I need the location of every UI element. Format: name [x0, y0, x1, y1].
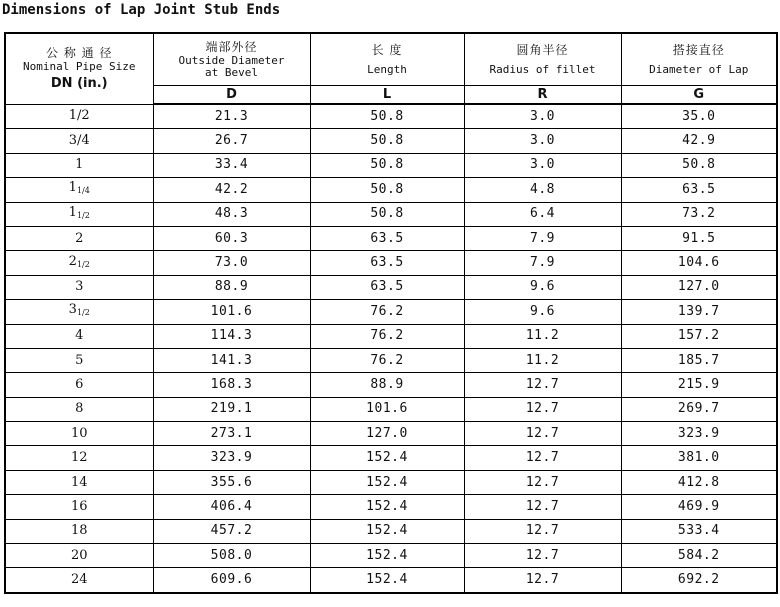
cell-r: 12.7 [464, 373, 621, 397]
cell-g: 63.5 [621, 178, 777, 202]
cell-l: 50.8 [310, 129, 464, 153]
cell-dn: 14 [5, 470, 153, 494]
header-d-en2: at Bevel [205, 66, 258, 79]
header-g-en: Diameter of Lap [649, 63, 749, 76]
table-row [5, 104, 777, 129]
cell-r: 3.0 [464, 104, 621, 129]
header-d [153, 33, 310, 86]
header-r-symbol: R [464, 86, 621, 105]
cell-l: 63.5 [310, 226, 464, 250]
cell-l: 76.2 [310, 324, 464, 348]
cell-r: 11.2 [464, 348, 621, 372]
cell-d: 48.3 [153, 202, 310, 226]
cell-d: 114.3 [153, 324, 310, 348]
cell-g: 91.5 [621, 226, 777, 250]
cell-d: 42.2 [153, 178, 310, 202]
cell-g: 127.0 [621, 275, 777, 299]
cell-dn: 2 [5, 226, 153, 250]
table-row [5, 153, 777, 177]
header-g [621, 33, 777, 86]
cell-d: 609.6 [153, 568, 310, 593]
cell-dn: 16 [5, 495, 153, 519]
cell-r: 3.0 [464, 129, 621, 153]
header-d-cn: 端部外径 [205, 40, 258, 54]
cell-l: 50.8 [310, 202, 464, 226]
cell-r: 11.2 [464, 324, 621, 348]
cell-l: 63.5 [310, 251, 464, 275]
cell-dn: 8 [5, 397, 153, 421]
cell-d: 508.0 [153, 544, 310, 568]
page-title: Dimensions of Lap Joint Stub Ends [2, 2, 281, 18]
header-g-cn: 搭接直径 [672, 43, 725, 57]
cell-l: 152.4 [310, 495, 464, 519]
table-row [5, 275, 777, 299]
cell-dn [5, 202, 153, 226]
table-row [5, 495, 777, 519]
cell-r: 12.7 [464, 495, 621, 519]
table-row [5, 324, 777, 348]
cell-d: 406.4 [153, 495, 310, 519]
cell-g: 269.7 [621, 397, 777, 421]
cell-g: 323.9 [621, 422, 777, 446]
table-row [5, 470, 777, 494]
cell-l: 50.8 [310, 104, 464, 129]
table-row [5, 568, 777, 593]
cell-l: 152.4 [310, 446, 464, 470]
dn-fraction: 1/4 [76, 186, 90, 196]
cell-d: 457.2 [153, 519, 310, 543]
cell-r: 12.7 [464, 568, 621, 593]
cell-r: 9.6 [464, 275, 621, 299]
table-row [5, 373, 777, 397]
table-row [5, 226, 777, 250]
cell-l: 127.0 [310, 422, 464, 446]
header-l-symbol: L [310, 86, 464, 105]
cell-g: 692.2 [621, 568, 777, 593]
dn-whole: 1 [68, 204, 77, 220]
table-row [5, 300, 777, 324]
cell-l: 50.8 [310, 178, 464, 202]
table-row [5, 544, 777, 568]
header-d-en: Outside Diameter [178, 54, 285, 67]
cell-l: 152.4 [310, 470, 464, 494]
cell-g: 50.8 [621, 153, 777, 177]
cell-g: 584.2 [621, 544, 777, 568]
table-row [5, 348, 777, 372]
cell-l: 76.2 [310, 348, 464, 372]
table-row [5, 251, 777, 275]
cell-d: 73.0 [153, 251, 310, 275]
cell-r: 12.7 [464, 519, 621, 543]
cell-g: 215.9 [621, 373, 777, 397]
cell-dn [5, 178, 153, 202]
dn-whole: 1 [68, 180, 77, 196]
header-r [464, 33, 621, 86]
cell-dn: 10 [5, 422, 153, 446]
cell-r: 12.7 [464, 422, 621, 446]
cell-d: 101.6 [153, 300, 310, 324]
cell-r: 12.7 [464, 544, 621, 568]
cell-r: 4.8 [464, 178, 621, 202]
dn-fraction: 1/2 [76, 259, 90, 269]
cell-r: 12.7 [464, 470, 621, 494]
cell-g: 157.2 [621, 324, 777, 348]
header-r-en: Radius of fillet [489, 63, 596, 76]
cell-r: 9.6 [464, 300, 621, 324]
cell-d: 21.3 [153, 104, 310, 129]
cell-dn: 1/2 [5, 104, 153, 129]
cell-d: 219.1 [153, 397, 310, 421]
cell-r: 3.0 [464, 153, 621, 177]
table-body [5, 104, 777, 593]
table-row [5, 446, 777, 470]
cell-d: 168.3 [153, 373, 310, 397]
cell-d: 141.3 [153, 348, 310, 372]
cell-d: 355.6 [153, 470, 310, 494]
cell-g: 185.7 [621, 348, 777, 372]
header-dn-en: Nominal Pipe Size [22, 59, 136, 73]
cell-g: 139.7 [621, 300, 777, 324]
cell-l: 152.4 [310, 544, 464, 568]
table-row [5, 129, 777, 153]
header-g-symbol: G [621, 86, 777, 105]
cell-d: 33.4 [153, 153, 310, 177]
cell-dn [5, 251, 153, 275]
cell-g: 469.9 [621, 495, 777, 519]
cell-l: 101.6 [310, 397, 464, 421]
cell-dn: 4 [5, 324, 153, 348]
cell-d: 323.9 [153, 446, 310, 470]
cell-g: 73.2 [621, 202, 777, 226]
table-row [5, 397, 777, 421]
header-dn-symbol: DN (in.) [50, 75, 108, 91]
cell-l: 50.8 [310, 153, 464, 177]
dn-fraction: 1/2 [76, 308, 90, 318]
cell-l: 152.4 [310, 568, 464, 593]
dn-whole: 2 [68, 253, 77, 269]
header-dn [5, 33, 153, 104]
table-row [5, 422, 777, 446]
cell-l: 63.5 [310, 275, 464, 299]
header-l-en: Length [367, 63, 407, 76]
cell-r: 12.7 [464, 397, 621, 421]
cell-d: 88.9 [153, 275, 310, 299]
header-dn-cn: 公 称 通 径 [46, 45, 113, 60]
table-row [5, 178, 777, 202]
cell-dn: 3/4 [5, 129, 153, 153]
cell-dn: 24 [5, 568, 153, 593]
cell-dn: 6 [5, 373, 153, 397]
table-row [5, 202, 777, 226]
dn-fraction: 1/2 [76, 210, 90, 220]
cell-g: 381.0 [621, 446, 777, 470]
cell-l: 76.2 [310, 300, 464, 324]
cell-d: 273.1 [153, 422, 310, 446]
cell-g: 533.4 [621, 519, 777, 543]
cell-dn: 12 [5, 446, 153, 470]
cell-d: 60.3 [153, 226, 310, 250]
cell-dn: 20 [5, 544, 153, 568]
table-row [5, 519, 777, 543]
header-l-cn: 长 度 [371, 43, 403, 57]
dimensions-table [4, 32, 778, 594]
table-header [5, 33, 777, 104]
cell-r: 7.9 [464, 226, 621, 250]
cell-r: 6.4 [464, 202, 621, 226]
cell-dn: 5 [5, 348, 153, 372]
cell-l: 88.9 [310, 373, 464, 397]
cell-g: 104.6 [621, 251, 777, 275]
cell-dn: 1 [5, 153, 153, 177]
cell-r: 7.9 [464, 251, 621, 275]
cell-r: 12.7 [464, 446, 621, 470]
header-r-cn: 圆角半径 [516, 43, 569, 57]
cell-g: 35.0 [621, 104, 777, 129]
cell-d: 26.7 [153, 129, 310, 153]
cell-dn: 18 [5, 519, 153, 543]
cell-dn: 3 [5, 275, 153, 299]
header-d-symbol: D [153, 86, 310, 105]
cell-g: 412.8 [621, 470, 777, 494]
cell-l: 152.4 [310, 519, 464, 543]
cell-dn [5, 300, 153, 324]
header-l [310, 33, 464, 86]
dn-whole: 3 [68, 302, 77, 318]
cell-g: 42.9 [621, 129, 777, 153]
